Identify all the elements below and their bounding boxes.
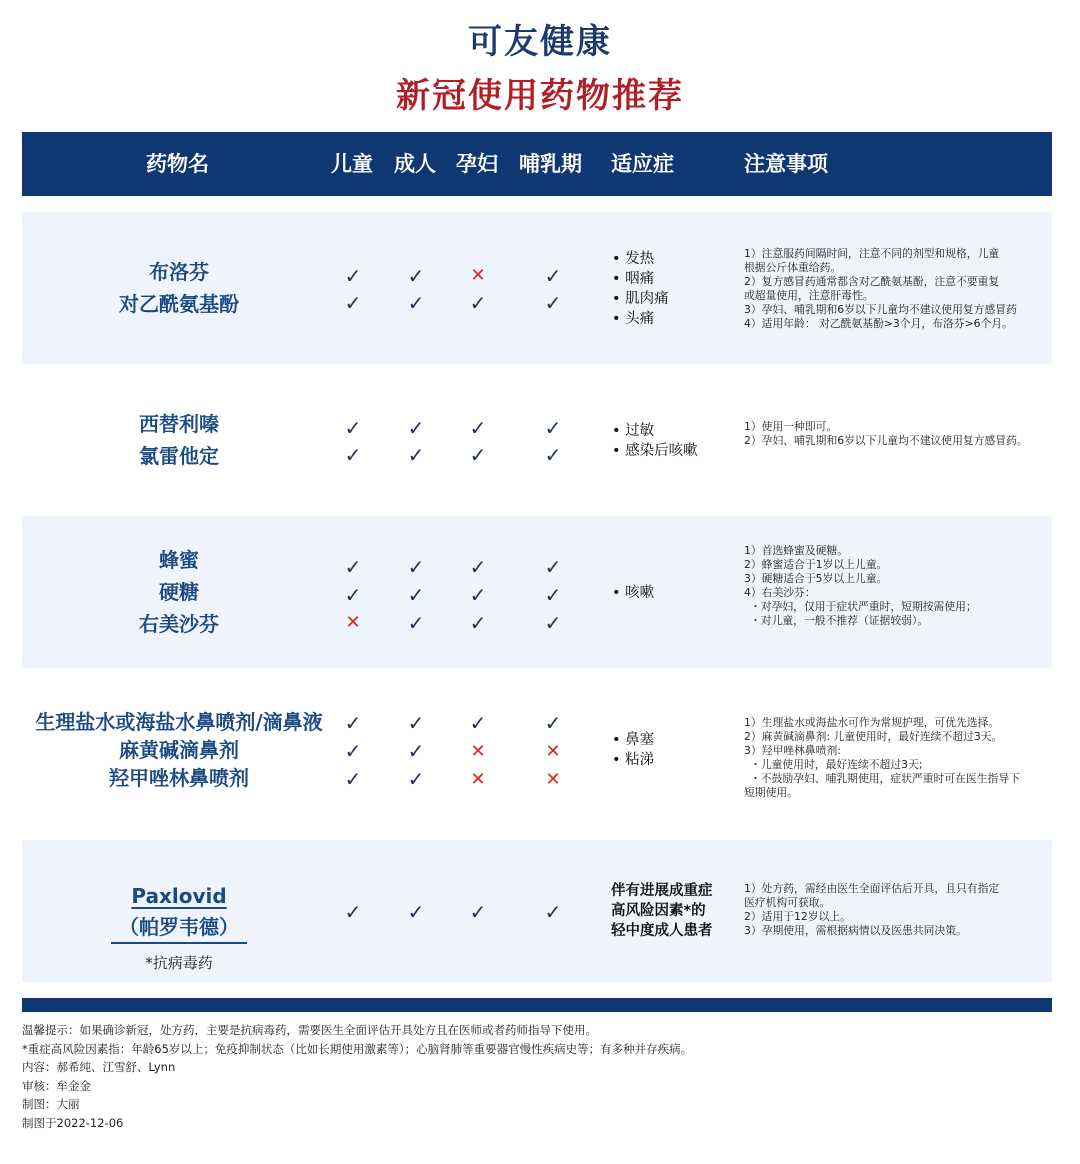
check-icon: ✓ (344, 291, 362, 315)
check-icon: ✓ (544, 583, 562, 607)
drug-name: 右美沙芬 (139, 612, 219, 636)
drug-name: 羟甲唑林鼻喷剂 (109, 766, 249, 790)
check-icon: ✓ (469, 291, 487, 315)
header-adult: 成人 (394, 152, 436, 176)
check-icon: ✓ (407, 900, 425, 924)
table-row (22, 840, 1052, 982)
check-icon: ✓ (544, 264, 562, 288)
indication-item: • 过敏 (612, 421, 698, 441)
brand-title: 可友健康 (468, 22, 612, 62)
note-line: 3）羟甲唑林鼻喷剂: (744, 744, 841, 757)
check-icon: ✓ (407, 767, 425, 791)
notes-text (744, 544, 1044, 628)
cross-icon: ✕ (470, 265, 486, 286)
check-icon: ✓ (344, 555, 362, 579)
cross-icon: ✕ (470, 741, 486, 762)
cross-icon: ✕ (545, 769, 561, 790)
check-icon: ✓ (469, 583, 487, 607)
check-icon: ✓ (344, 443, 362, 467)
check-icon: ✓ (344, 711, 362, 735)
indication-item: • 粘涕 (612, 750, 654, 770)
note-line: 短期使用。 (744, 786, 798, 799)
check-icon: ✓ (544, 291, 562, 315)
table-header (22, 132, 1052, 196)
check-icon: ✓ (407, 583, 425, 607)
indication-list (612, 421, 698, 461)
drug-name: 氯雷他定 (139, 444, 219, 468)
header-drug-name: 药物名 (146, 152, 209, 176)
indication-item: • 头痛 (612, 309, 669, 329)
cross-icon: ✕ (545, 741, 561, 762)
check-icon: ✓ (344, 900, 362, 924)
check-icon: ✓ (469, 555, 487, 579)
table-row (22, 668, 1052, 840)
footer-risk-definition: *重症高风险因素指：年龄65岁以上；免疫抑制状态（比如长期使用激素等）；心脑肾肺等重要器官慢性疾病史等；有多种并存疾病。 (22, 1041, 693, 1056)
cross-icon: ✕ (470, 769, 486, 790)
note-line: 1）生理盐水或海盐水可作为常规护理，可优先选择。 (744, 716, 1000, 729)
header-lactation: 哺乳期 (519, 152, 582, 176)
check-icon: ✓ (407, 611, 425, 635)
check-icon: ✓ (407, 711, 425, 735)
check-icon: ✓ (344, 583, 362, 607)
footer-tip: 温馨提示：如果确诊新冠，处方药，主要是抗病毒药，需要医生全面评估开具处方且在医师或者药师指导下使用。 (22, 1023, 597, 1037)
check-icon: ✓ (344, 767, 362, 791)
drug-name: 西替利嗪 (139, 412, 219, 436)
footer-notes (22, 1021, 1062, 1132)
indication-item: • 鼻塞 (612, 730, 654, 750)
footer-date: 制图于2022-12-06 (22, 1115, 124, 1130)
note-line: 3）孕妇、哺乳期和6岁以下儿童均不建议使用复方感冒药 (744, 303, 1017, 316)
note-line: 根据公斤体重给药。 (744, 261, 842, 274)
note-line: 3）孕期使用，需根据病情以及医患共同决策。 (744, 924, 967, 937)
check-icon: ✓ (469, 416, 487, 440)
header-pregnant: 孕妇 (456, 152, 498, 176)
check-icon: ✓ (407, 264, 425, 288)
check-icon: ✓ (544, 416, 562, 440)
drug-names (22, 256, 336, 320)
note-line: 2）孕妇、哺乳期和6岁以下儿童均不建议使用复方感冒药。 (744, 434, 1028, 447)
indication-list (612, 730, 654, 770)
note-line: 2）适用于12岁以上。 (744, 910, 851, 923)
check-icon: ✓ (407, 291, 425, 315)
check-icon: ✓ (407, 555, 425, 579)
note-line: 1）注意服药间隔时间，注意不同的剂型和规格，儿童 (744, 247, 1000, 260)
table-row (22, 364, 1052, 516)
notes-text (744, 247, 1044, 331)
table-row (22, 212, 1052, 364)
indication-list (612, 249, 669, 329)
check-icon: ✓ (544, 711, 562, 735)
footer-designer: 制图：大丽 (22, 1097, 80, 1111)
check-icon: ✓ (544, 900, 562, 924)
check-icon: ✓ (344, 264, 362, 288)
note-line: 4）右美沙芬： (744, 586, 816, 599)
drug-name: 对乙酰氨基酚 (119, 292, 239, 316)
drug-name: 布洛芬 (149, 260, 209, 284)
header-notes: 注意事项 (744, 152, 828, 176)
check-icon: ✓ (469, 711, 487, 735)
indication-item: • 感染后咳嗽 (612, 441, 698, 461)
check-icon: ✓ (407, 416, 425, 440)
check-icon: ✓ (344, 416, 362, 440)
note-line: ・对儿童，一般不推荐（证据较弱）。 (750, 614, 929, 627)
indication-item: • 咳嗽 (612, 583, 654, 603)
indication-line: 轻中度成人患者 (611, 923, 713, 939)
note-line: 2）复方感冒药通常都含对乙酰氨基酚，注意不要重复 (744, 275, 1000, 288)
header-child: 儿童 (331, 152, 373, 176)
indication-line: 高风险因素*的 (611, 903, 706, 919)
cross-icon: ✕ (345, 612, 361, 633)
check-icon: ✓ (469, 443, 487, 467)
check-icon: ✓ (407, 739, 425, 763)
footer-reviewer: 审核：牟金金 (22, 1078, 91, 1093)
note-line: ・对孕妇，仅用于症状严重时，短期按需使用； (750, 600, 977, 613)
notes-text (744, 882, 1044, 938)
footer-divider (22, 998, 1052, 1012)
drug-names (22, 544, 336, 640)
header-indication: 适应症 (611, 152, 674, 176)
drug-name: 生理盐水或海盐水鼻喷剂/滴鼻液 (35, 710, 323, 734)
note-line: 1）使用一种即可。 (744, 420, 838, 433)
notes-text (744, 716, 1064, 800)
drug-name: 蜂蜜 (159, 548, 199, 572)
note-line: ・儿童使用时，最好连续不超过3天; (750, 758, 923, 771)
table-row (22, 516, 1052, 668)
page-title: 新冠使用药物推荐 (396, 76, 684, 116)
indication-item: • 发热 (612, 249, 669, 269)
drug-name: 硬糖 (159, 580, 199, 604)
indication-line: 伴有进展成重症 (611, 883, 713, 899)
note-line: 2）蜂蜜适合于1岁以上儿童。 (744, 558, 888, 571)
drug-names (22, 880, 336, 973)
footer-content-authors: 内容：郝希纯、江雪舒、Lynn (22, 1060, 176, 1074)
check-icon: ✓ (469, 900, 487, 924)
drug-name-link[interactable]: Paxlovid (131, 884, 227, 908)
check-icon: ✓ (544, 443, 562, 467)
drug-note: *抗病毒药 (145, 954, 213, 972)
note-line: 1）处方药，需经由医生全面评估后开具，且只有指定 (744, 882, 1000, 895)
check-icon: ✓ (469, 611, 487, 635)
indication-list (612, 583, 654, 603)
note-line: ・不鼓励孕妇、哺乳期使用，症状严重时可在医生指导下 (750, 772, 1020, 785)
drug-names (22, 408, 336, 472)
check-icon: ✓ (407, 443, 425, 467)
note-line: 2）麻黄碱滴鼻剂: 儿童使用时，最好连续不超过3天。 (744, 730, 1003, 743)
drug-names (22, 708, 336, 792)
notes-text (744, 420, 1044, 448)
note-line: 3）硬糖适合于5岁以上儿童。 (744, 572, 888, 585)
check-icon: ✓ (544, 611, 562, 635)
drug-name: 麻黄碱滴鼻剂 (119, 738, 239, 762)
note-line: 或超量使用，注意肝毒性。 (744, 289, 874, 302)
note-line: 医疗机构可获取。 (744, 896, 831, 909)
note-line: 1）首选蜂蜜及硬糖。 (744, 544, 849, 557)
indication-item: • 肌肉痛 (612, 289, 669, 309)
indication-text (611, 881, 713, 941)
indication-item: • 咽痛 (612, 269, 669, 289)
check-icon: ✓ (544, 555, 562, 579)
drug-name: （帕罗韦德） (111, 912, 247, 944)
check-icon: ✓ (344, 739, 362, 763)
note-line: 4）适用年龄： 对乙酰氨基酚>3个月，布洛芬>6个月。 (744, 317, 1013, 330)
